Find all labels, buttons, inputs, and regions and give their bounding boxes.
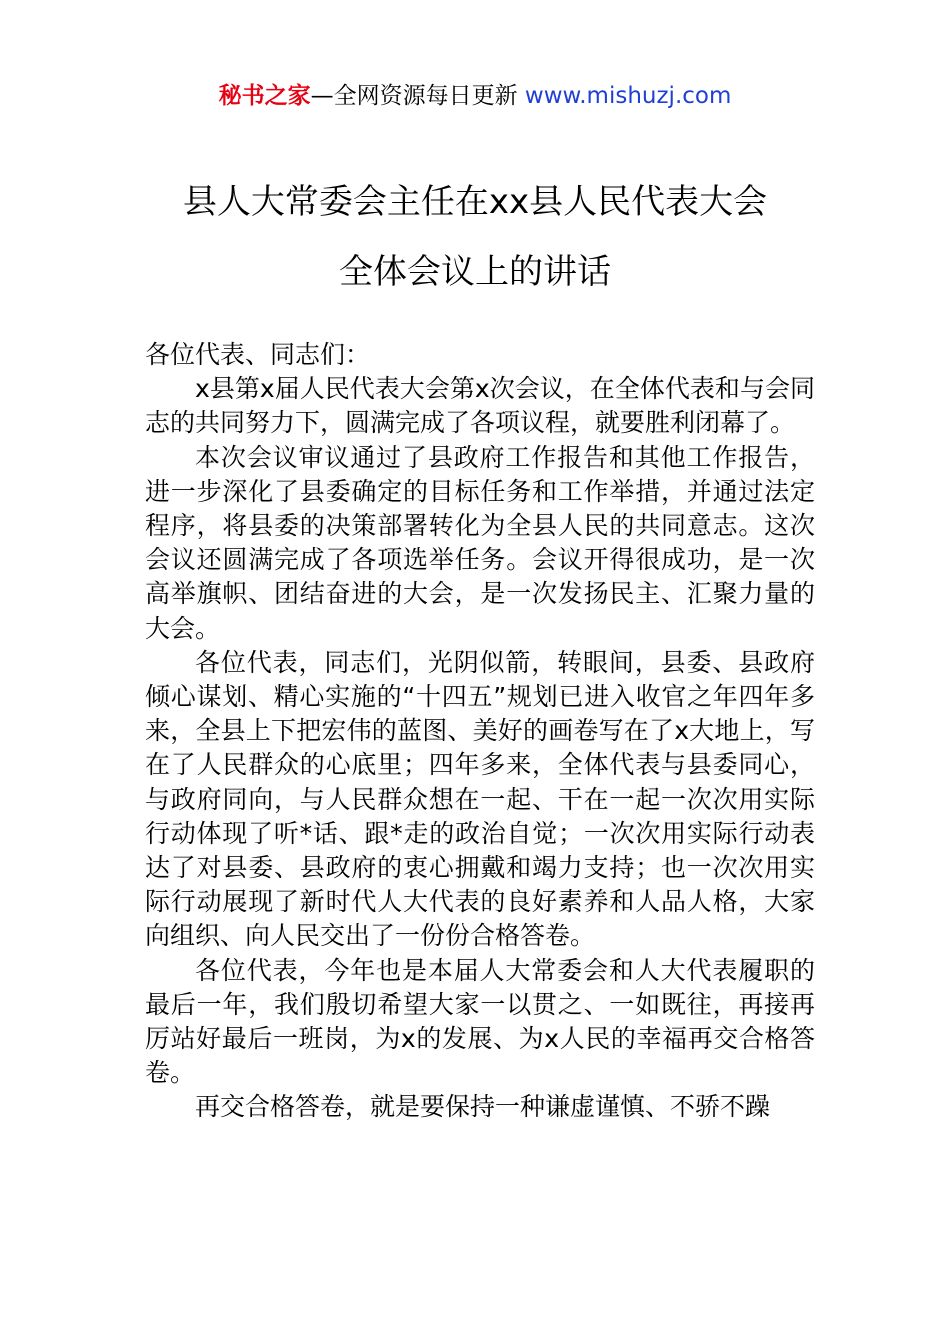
document-title-line-1: 县人大常委会主任在xx县人民代表大会 — [182, 182, 768, 222]
paragraph-3: 各位代表，同志们，光阴似箭，转眼间，县委、县政府倾心谋划、精心实施的“十四五”规划已进入收官之年四年多来，全县上下把宏伟的蓝图、美好的画卷写在了x大地上，写在了人民群众的心底里；四年多来，全体代表与县委同心，与政府同向，与人民群众想在一起、干在一起一次次用实际行动体现了听*话、跟*走的政治自觉；一次次用实际行动表达了对县委、县政府的衷心拥戴和竭力支持；也一次次用实际行动展现了新时代人大代表的良好素养和人品人格，大家向组织、向人民交出了一份份合格答卷。 — [145, 647, 815, 951]
site-slogan: —全网资源每日更新 — [310, 83, 525, 109]
salutation: 各位代表、同志们： — [145, 340, 371, 369]
paragraph-1: x县第x届人民代表大会第x次会议，在全体代表和与会同志的共同努力下，圆满完成了各项议程，就要胜利闭幕了。 — [145, 374, 815, 438]
site-header — [0, 80, 950, 112]
paragraph-2: 本次会议审议通过了县政府工作报告和其他工作报告，进一步深化了县委确定的目标任务和工作举措，并通过法定程序，将县委的决策部署转化为全县人民的共同意志。这次会议还圆满完成了各项选举任务。会议开得很成功，是一次高举旗帜、团结奋进的大会，是一次发扬民主、汇聚力量的大会。 — [145, 442, 815, 643]
site-url-link[interactable]: www.mishuzj.com — [524, 83, 732, 109]
site-brand: 秘书之家 — [218, 83, 311, 109]
paragraph-5: 再交合格答卷，就是要保持一种谦虚谨慎、不骄不躁 — [195, 1092, 771, 1122]
document-title-line-2: 全体会议上的讲话 — [339, 252, 611, 292]
speech-body — [145, 338, 815, 1125]
paragraph-4: 各位代表，今年也是本届人大常委会和人大代表履职的最后一年，我们殷切希望大家一以贯之、一如既往，再接再厉站好最后一班岗，为x的发展、为x人民的幸福再交合格答卷。 — [145, 955, 815, 1088]
